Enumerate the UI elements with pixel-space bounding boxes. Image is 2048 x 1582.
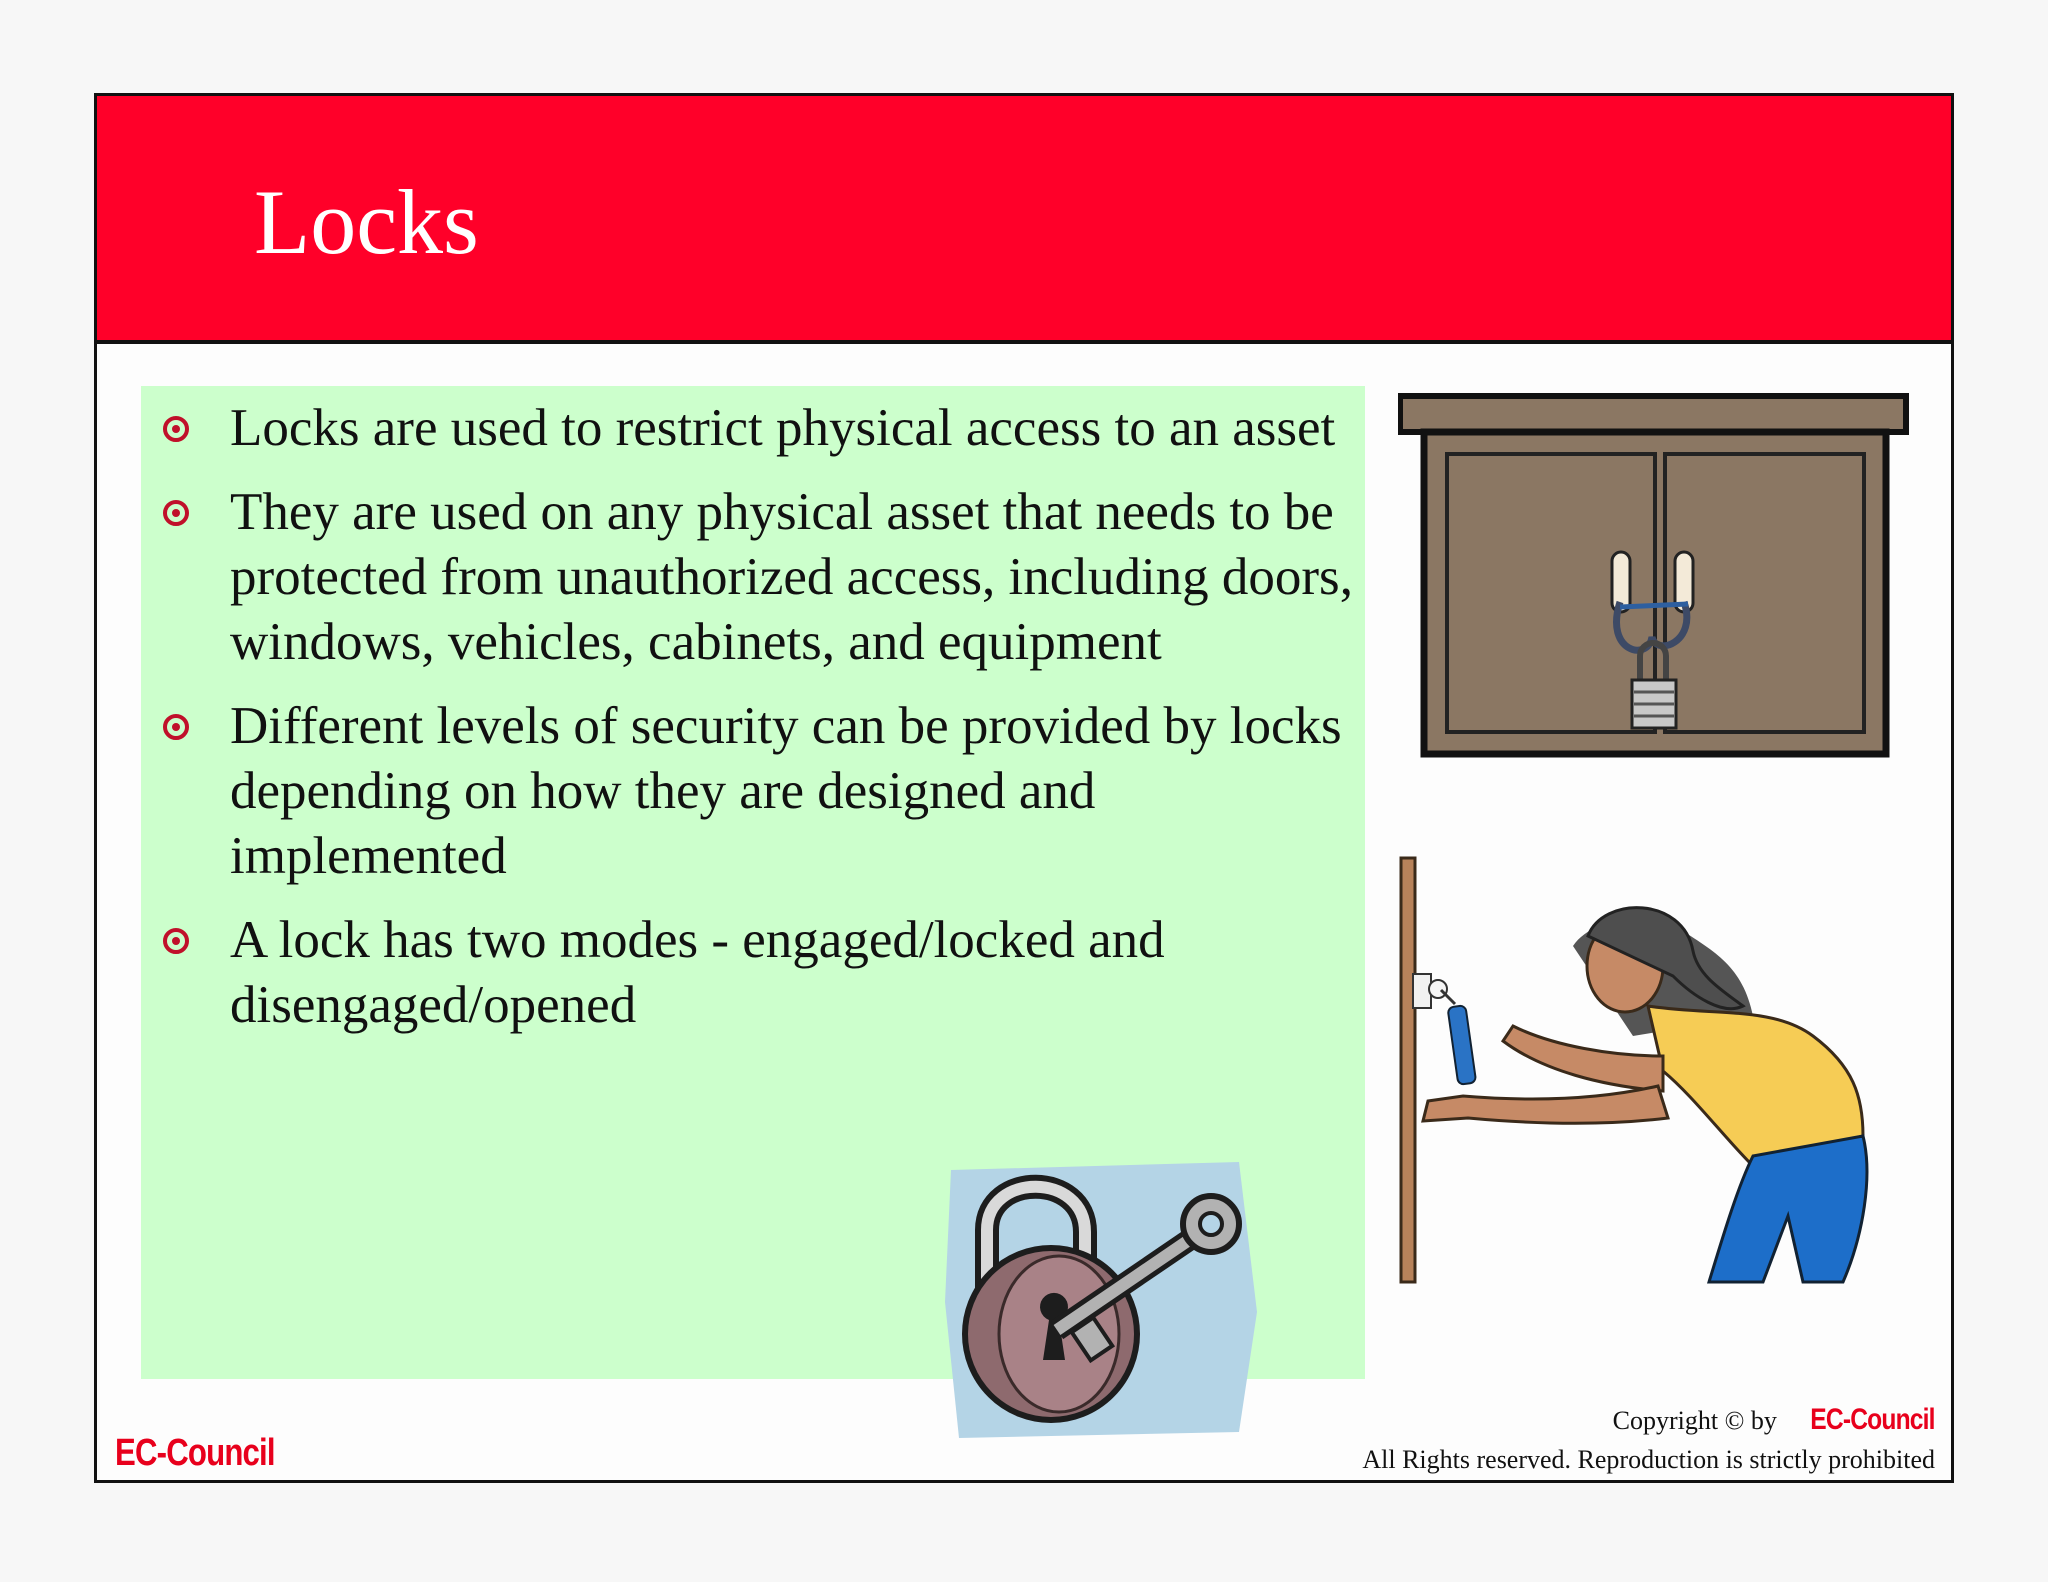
target-bullet-icon (163, 500, 189, 526)
slide (94, 93, 1954, 1483)
rights-reserved-text: All Rights reserved. Reproduction is strictly prohibited (1362, 1445, 1935, 1474)
target-bullet-icon (163, 714, 189, 740)
footer-brand-logo: EC-Council (115, 1432, 275, 1474)
bullet-item (141, 908, 1365, 1038)
copyright-prefix: Copyright © by (1612, 1406, 1777, 1435)
woman-lubricating-lock-illustration (1393, 856, 1933, 1286)
bullet-item (141, 480, 1365, 675)
bullet-text: Locks are used to restrict physical access to an asset (230, 399, 1336, 457)
locked-cabinet-illustration (1398, 392, 1910, 764)
bullet-text: They are used on any physical asset that needs to be protected from unauthorized access, including doors, windows, vehicles, cabinets, and equipment (230, 483, 1353, 671)
target-bullet-icon (163, 928, 189, 954)
padlock-and-key-illustration (939, 1152, 1273, 1440)
copyright-line (1613, 1403, 1935, 1437)
bullet-text: A lock has two modes - engaged/locked and disengaged/opened (230, 911, 1165, 1034)
target-bullet-icon (163, 416, 189, 442)
bullet-item (141, 396, 1365, 461)
title-bar (97, 96, 1951, 344)
bullet-item (141, 694, 1365, 889)
bullet-list (141, 396, 1365, 1057)
copyright-brand-logo: EC-Council (1810, 1403, 1935, 1436)
slide-title: Locks (254, 171, 479, 273)
bullet-text: Different levels of security can be provided by locks depending on how they are designed and implemented (230, 697, 1342, 885)
